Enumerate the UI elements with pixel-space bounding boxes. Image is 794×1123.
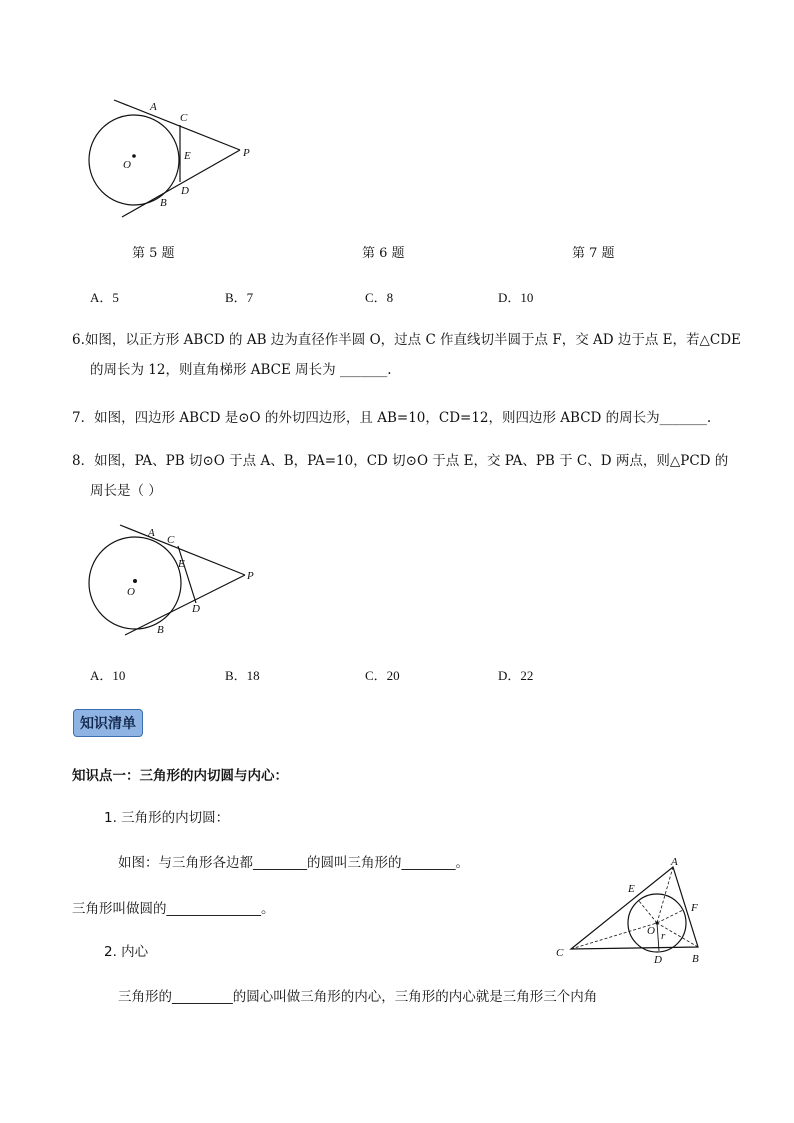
label-P: P — [243, 147, 250, 159]
item2-line1: 三角形的_________的圆心叫做三角形的内心，三角形的内心就是三角形三个内角 — [118, 989, 598, 1005]
q5-option-a: A．5 — [90, 290, 119, 305]
label-E: E — [628, 883, 635, 895]
label-D: D — [192, 603, 200, 615]
q5-option-c: C．8 — [365, 290, 394, 305]
label-C: C — [556, 947, 564, 959]
q6-line1: 6.如图，以正方形 ABCD 的 AB 边为直径作半圆 O，过点 C 作直线切半圆于点 F，交 AD 边于点 E，若△CDE — [72, 332, 741, 348]
label-r: r — [661, 930, 666, 942]
item2-title: 2. 内心 — [104, 944, 149, 960]
q5-option-b: B．7 — [225, 290, 254, 305]
tangent-figure-top — [80, 90, 270, 225]
q7-line1: 7．如图，四边形 ABCD 是⊙O 的外切四边形，且 AB=10，CD=12，则四边形 ABCD 的周长为_______. — [72, 410, 712, 426]
label-E: E — [184, 150, 191, 162]
q8-line2: 周长是（ ） — [90, 483, 162, 499]
item1-line2: 三角形叫做圆的______________。 — [72, 901, 275, 917]
q8-option-a: A．10 — [90, 668, 126, 683]
label-B: B — [157, 624, 164, 636]
label-O: O — [123, 159, 131, 171]
label-F: F — [691, 902, 698, 914]
caption-q7: 第 7 题 — [572, 246, 615, 261]
q8-option-c: C．20 — [365, 668, 400, 683]
label-D: D — [654, 954, 662, 966]
label-D: D — [181, 185, 189, 197]
label-A: A — [671, 856, 678, 868]
label-O: O — [647, 925, 655, 937]
label-C: C — [180, 112, 188, 124]
label-C: C — [167, 534, 175, 546]
q8-option-d: D．22 — [498, 668, 534, 683]
label-P: P — [247, 570, 254, 582]
q5-option-d: D．10 — [498, 290, 534, 305]
item1-title: 1. 三角形的内切圆： — [104, 810, 230, 826]
label-E: E — [178, 558, 185, 570]
tangent-figure-q8 — [80, 515, 270, 645]
item1-line1: 如图：与三角形各边都________的圆叫三角形的________。 — [118, 855, 469, 871]
label-B: B — [160, 197, 167, 209]
caption-q6: 第 6 题 — [362, 246, 405, 261]
section-badge: 知识清单 — [73, 709, 143, 737]
q8-option-b: B．18 — [225, 668, 260, 683]
label-A: A — [148, 527, 155, 539]
label-B: B — [692, 953, 699, 965]
q6-line2: 的周长为 12，则直角梯形 ABCE 周长为 _______. — [90, 362, 392, 378]
label-O: O — [127, 586, 135, 598]
knowledge-point-title: 知识点一：三角形的内切圆与内心： — [72, 768, 288, 784]
incircle-triangle-figure — [550, 850, 720, 970]
caption-q5: 第 5 题 — [132, 246, 175, 261]
label-A: A — [150, 101, 157, 113]
q8-line1: 8．如图，PA、PB 切⊙O 于点 A、B，PA=10，CD 切⊙O 于点 E，交 PA、PB 于 C、D 两点，则△PCD 的 — [72, 453, 729, 469]
